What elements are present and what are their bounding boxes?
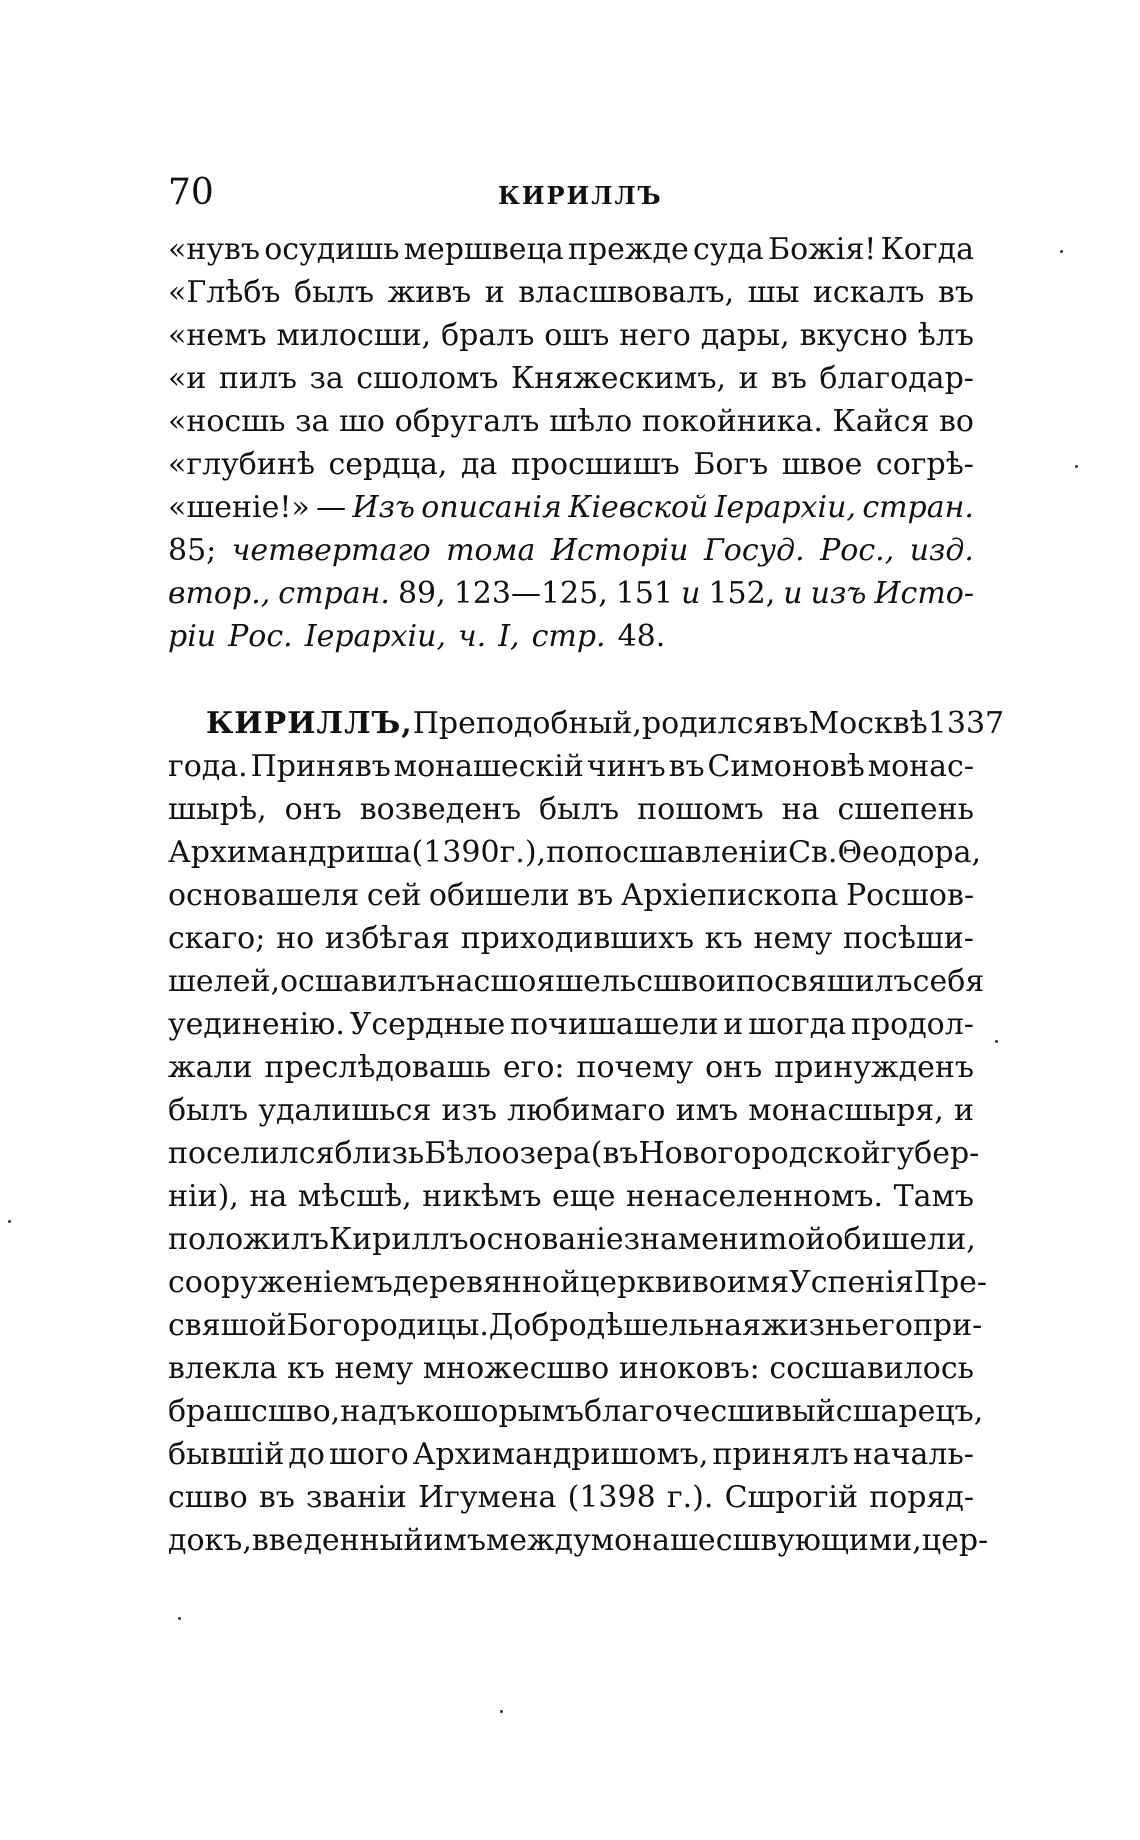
word: себя [912, 964, 985, 999]
word: губер- [880, 1136, 980, 1171]
word: въ [772, 706, 809, 741]
word: уединенію. [168, 1007, 345, 1042]
word: Изъ [352, 490, 415, 525]
word: Архимандриша [168, 835, 412, 870]
word: вкусно [799, 318, 908, 353]
word: сосшавилось [769, 1351, 974, 1386]
word: г.), [499, 835, 547, 870]
word: Преподобный, [412, 706, 642, 741]
word: стран. [862, 490, 974, 525]
word: близь [334, 1136, 425, 1171]
word: преслѣдовашь [264, 1050, 491, 1085]
word: еще [552, 1179, 616, 1214]
word: въ [770, 361, 807, 396]
word: ніи), [168, 1179, 239, 1214]
word: чинъ [586, 749, 666, 784]
word: церкви [579, 1265, 692, 1300]
word: любимаго [507, 1093, 666, 1128]
word: бралъ [441, 318, 535, 353]
word: ч. [458, 619, 487, 654]
word: Усердные [349, 1007, 506, 1042]
word: Θеодора, [837, 835, 982, 870]
word: онъ [284, 792, 342, 827]
word: обишели [428, 878, 570, 913]
word: Божія! [768, 232, 877, 267]
word: надъ [340, 1394, 416, 1429]
text-line [168, 228, 974, 271]
text-line [168, 1046, 974, 1089]
word: знамениmой [623, 1222, 826, 1257]
word: нему [753, 921, 833, 956]
word: нему [334, 1351, 414, 1386]
word: суда [693, 232, 764, 267]
word: Бѣлоозера [424, 1136, 591, 1171]
word: (въ [590, 1136, 639, 1171]
text-line [168, 1089, 974, 1132]
word: почему [576, 1050, 694, 1085]
word: посшавленіи [584, 835, 789, 870]
word: дары, [700, 318, 790, 353]
word: Архіепископа [620, 878, 839, 913]
word: и [715, 964, 736, 999]
word: Кайся [832, 404, 930, 439]
word: Богородицы. [286, 1308, 489, 1343]
word: на [781, 792, 820, 827]
word: при- [912, 1308, 983, 1343]
word: избѣгая [324, 921, 450, 956]
word: милосши, [276, 318, 432, 353]
word: «Глѣбъ [168, 275, 281, 310]
text-line [168, 788, 974, 831]
text-line [168, 443, 974, 486]
word: 85; [168, 533, 217, 568]
word: стран. [278, 576, 390, 611]
word: 89, [397, 576, 446, 611]
text-line [168, 486, 974, 529]
running-head [168, 168, 974, 218]
word: основашеля [168, 878, 360, 913]
word: Кіевской [568, 490, 709, 525]
word: брашсшво, [168, 1394, 341, 1429]
word: и [953, 1093, 974, 1128]
word: Кириллъ [328, 1222, 469, 1257]
word: монашесшвующими, [590, 1523, 922, 1558]
word: года. [168, 749, 248, 784]
word: положилъ [168, 1222, 329, 1257]
word: шого [328, 1437, 409, 1472]
word: къ [287, 1351, 325, 1386]
word: Москвѣ [808, 706, 928, 741]
word: Успенія [789, 1265, 914, 1300]
word: иноковъ: [618, 1351, 760, 1386]
word: имъ [675, 1093, 739, 1128]
word: осшавилъ [280, 964, 436, 999]
text-line [168, 1519, 989, 1562]
word: власшвовалъ, [518, 275, 735, 310]
word: пилъ [218, 361, 297, 396]
word: сшарецъ, [835, 1394, 984, 1429]
word: осудишь [264, 232, 400, 267]
word: влекла [168, 1351, 278, 1386]
word: просшишъ [510, 447, 680, 482]
word: монасшыря, [748, 1093, 944, 1128]
word: бывшій [168, 1437, 285, 1472]
text-line [168, 960, 985, 1003]
word: Тамъ [893, 1179, 974, 1214]
word: докъ, [168, 1523, 252, 1558]
word: былъ [539, 792, 620, 827]
text-line [168, 917, 974, 960]
word: (1390 [411, 835, 500, 870]
word: на [249, 1179, 288, 1214]
word: монашескій [393, 749, 584, 784]
word: ошъ [544, 318, 610, 353]
word: Когда [880, 232, 974, 267]
word: поселился [168, 1136, 335, 1171]
word: имя [726, 1265, 790, 1300]
word: втор., [168, 576, 271, 611]
text-line [168, 314, 974, 357]
word: Рос. [228, 619, 293, 654]
word: живъ [387, 275, 472, 310]
word: «нувъ [168, 232, 260, 267]
text-line [168, 400, 974, 443]
word: 152, [708, 576, 776, 611]
word: шо [339, 404, 385, 439]
word: приходившихъ [460, 921, 695, 956]
word: его: [502, 1050, 565, 1085]
word: былъ [294, 275, 375, 310]
word: и [681, 576, 701, 611]
word: удалишься [258, 1093, 432, 1128]
word: свяшой [168, 1308, 287, 1343]
text-line [168, 1003, 974, 1046]
text-line [168, 1433, 974, 1476]
text-line [168, 529, 974, 572]
word: сердца, [328, 447, 448, 482]
word: I, [498, 619, 520, 654]
word: обишели, [825, 1222, 976, 1257]
word: шелей, [168, 964, 280, 999]
word: въ [937, 275, 974, 310]
word: и [484, 275, 505, 310]
word: благодар- [819, 361, 974, 396]
word: въ [577, 878, 614, 913]
word: Исторіи [550, 533, 689, 568]
word: но [276, 921, 315, 956]
word: изъ [441, 1093, 497, 1128]
word: «глубинѣ [168, 447, 315, 482]
word: и [723, 1007, 744, 1042]
word: въ [668, 749, 705, 784]
word: «носшь [168, 404, 286, 439]
word: стр. [531, 619, 606, 654]
word: продол- [850, 1007, 974, 1042]
word: по [546, 835, 585, 870]
word: изъ [810, 576, 867, 611]
word: за [309, 361, 344, 396]
word: сшоломъ [356, 361, 499, 396]
word: благочесшивый [583, 1394, 836, 1429]
running-title: КИРИЛЛЪ [498, 181, 663, 210]
word: г.). [666, 1480, 714, 1515]
word: сшепень [837, 792, 974, 827]
word: 123—125, [453, 576, 608, 611]
word: покойника. [641, 404, 823, 439]
word: согрѣ- [875, 447, 974, 482]
page-number: 70 [168, 172, 214, 213]
word: прежде [567, 232, 689, 267]
word: до [288, 1437, 325, 1472]
word: сооруженіемъ [168, 1265, 393, 1300]
text-line [168, 1347, 974, 1390]
word: посѣши- [842, 921, 974, 956]
word: Новогородской [638, 1136, 881, 1171]
text-line [168, 572, 974, 615]
word: описанія [421, 490, 562, 525]
word: сшво [168, 1480, 248, 1515]
word: сей [366, 878, 422, 913]
word: пошомъ [637, 792, 764, 827]
word: и [783, 576, 803, 611]
word: монас- [867, 749, 974, 784]
word: былъ [168, 1093, 249, 1128]
word: деревянной [392, 1265, 580, 1300]
word: скаго; [168, 921, 266, 956]
word: имъ [423, 1523, 486, 1558]
word: принялъ [712, 1437, 849, 1472]
word: насшояшельсшво [435, 964, 716, 999]
word: къ [704, 921, 743, 956]
scan-speck [178, 1617, 181, 1620]
word: онъ [705, 1050, 763, 1085]
word: ненаселенномъ. [626, 1179, 884, 1214]
word: Княжескимъ, [510, 361, 726, 396]
text-line [168, 702, 1005, 745]
word: началь- [852, 1437, 974, 1472]
word: жали [168, 1050, 253, 1085]
word: почишашели [510, 1007, 719, 1042]
text-line [168, 874, 974, 917]
word: изд. [909, 533, 974, 568]
word: Богъ [693, 447, 769, 482]
text-line [168, 831, 982, 874]
word: шѣло [549, 404, 633, 439]
word: — [316, 490, 347, 525]
word: четвертаго [231, 533, 431, 568]
word: Іерархіи, [304, 619, 446, 654]
word: Архимандришомъ, [412, 1437, 709, 1472]
word: шогда [748, 1007, 847, 1042]
word: множесшво [422, 1351, 610, 1386]
word: за [295, 404, 330, 439]
word: 1337 [927, 706, 1005, 741]
word: Госуд. [703, 533, 805, 568]
text-line [168, 1390, 984, 1433]
word: шырѣ, [168, 792, 267, 827]
word: Исто- [874, 576, 974, 611]
word: его [861, 1308, 913, 1343]
scan-speck [8, 1220, 11, 1223]
word: «шеніе!» [168, 490, 310, 525]
word: жизнь [761, 1308, 862, 1343]
word: кошорымъ [415, 1394, 584, 1429]
word: «немъ [168, 318, 267, 353]
entry-heading: КИРИЛЛЪ, [206, 706, 413, 741]
quotation-paragraph [168, 228, 974, 658]
word: поряд- [869, 1480, 974, 1515]
word: во [691, 1265, 727, 1300]
word: мѣсшѣ, [297, 1179, 412, 1214]
word: него [619, 318, 691, 353]
word: швое [781, 447, 863, 482]
word: тома [446, 533, 536, 568]
word: Добродѣшельная [488, 1308, 762, 1343]
word: Рос., [820, 533, 895, 568]
word: между [485, 1523, 591, 1558]
word: Іерархіи, [714, 490, 856, 525]
word: ріи [168, 619, 217, 654]
word: введенный [251, 1523, 424, 1558]
word: да [460, 447, 498, 482]
text-line [168, 1175, 974, 1218]
word: Росшов- [845, 878, 974, 913]
word: Св. [788, 835, 838, 870]
scan-speck [1075, 465, 1078, 468]
word: основаніе [468, 1222, 624, 1257]
word: Принявъ [250, 749, 391, 784]
word: во [939, 404, 974, 439]
word: родился [641, 706, 773, 741]
word: 151 [615, 576, 674, 611]
text-line [168, 1304, 983, 1347]
word: посвяшилъ [735, 964, 913, 999]
text-line [168, 1218, 974, 1261]
word: Пре- [913, 1265, 988, 1300]
text-line [168, 1261, 988, 1304]
text-line [168, 615, 974, 658]
word: Сшрогій [724, 1480, 858, 1515]
word: шы [747, 275, 800, 310]
word: возведенъ [359, 792, 522, 827]
text-line [168, 357, 974, 400]
word: цер- [921, 1523, 989, 1558]
word: въ [258, 1480, 295, 1515]
word: принужденъ [774, 1050, 974, 1085]
text-line [168, 271, 974, 314]
word: Игумена [417, 1480, 557, 1515]
word: мершвеца [403, 232, 564, 267]
word: никѣмъ [422, 1179, 542, 1214]
word: искалъ [812, 275, 925, 310]
scan-speck [1060, 250, 1063, 253]
text-line [168, 1476, 974, 1519]
word: званіи [306, 1480, 407, 1515]
biography-paragraph [168, 702, 1005, 1562]
word: «и [168, 361, 207, 396]
word: 48. [617, 619, 666, 654]
scan-speck [500, 1710, 503, 1713]
word: обругалъ [394, 404, 540, 439]
word: ѣлъ [917, 318, 974, 353]
scan-speck [995, 1040, 998, 1043]
text-line [168, 745, 974, 788]
text-line [168, 1132, 980, 1175]
word: Симоновѣ [707, 749, 865, 784]
word: и [738, 361, 759, 396]
word: (1398 [567, 1480, 656, 1515]
